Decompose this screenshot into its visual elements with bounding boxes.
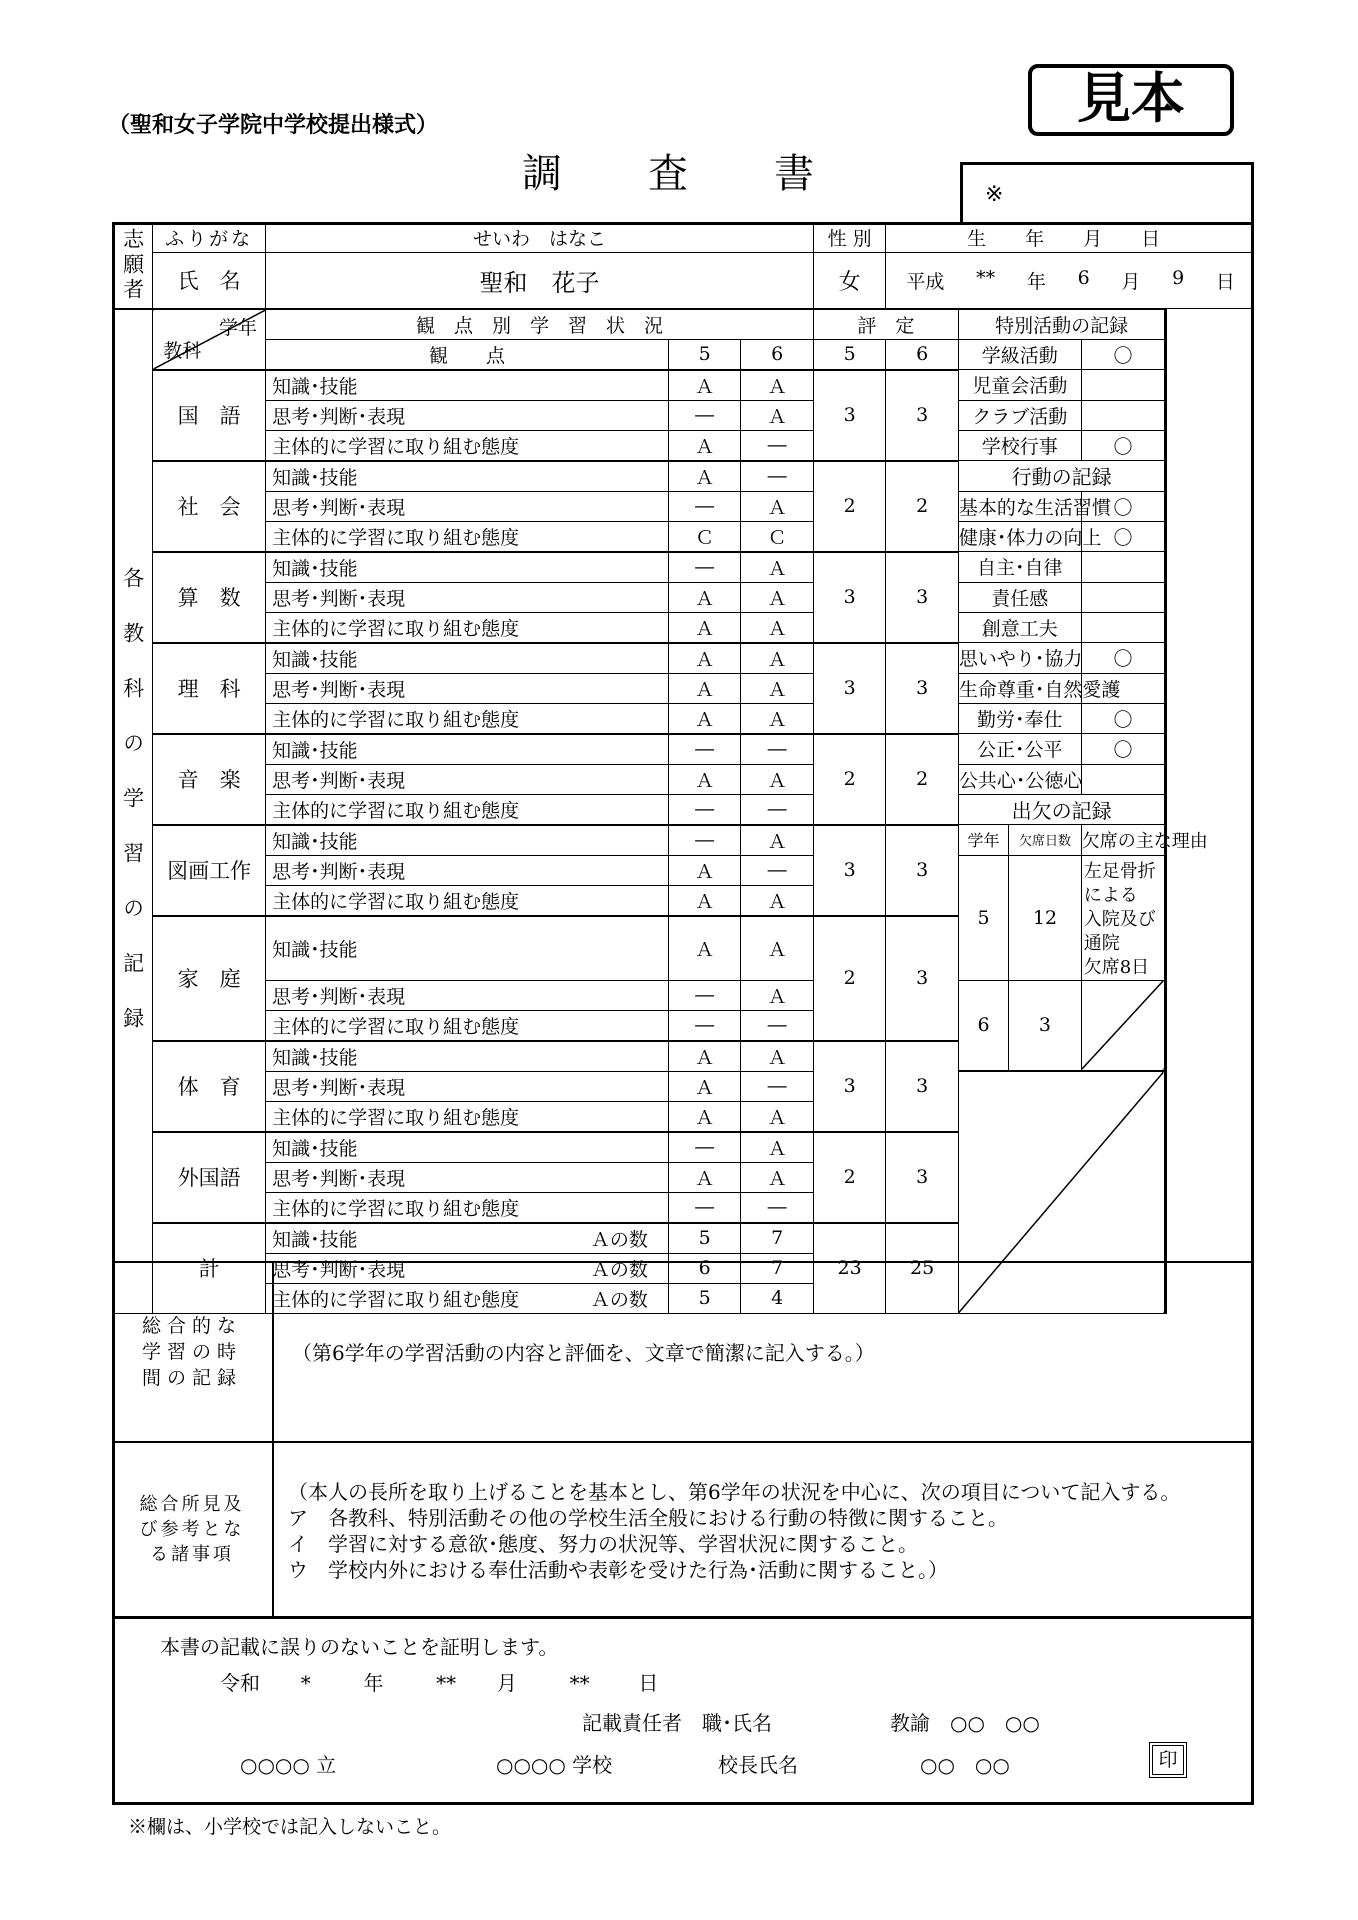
rating-year6-header: 6 [886,339,959,370]
count-label: Ａの数 [590,1258,648,1281]
attendance-reason-line: 入院及び通院 [1083,908,1156,954]
cert-statement: 本書の記載に誤りのないことを証明します。 [160,1635,559,1659]
status-year6: Ａ [741,703,814,734]
status-year5: Ａ [668,703,741,734]
viewpoint-label: 主体的に学習に取り組む態度 [266,1010,669,1041]
rating-year5: 2 [813,734,886,825]
behavior-header: 行動の記録 [958,461,1165,492]
behavior-item-label: 責任感 [958,582,1081,612]
special-item-mark: 〇 [1081,430,1166,461]
special-item-mark [1081,400,1166,430]
total-year5: 5 [668,1223,741,1254]
status-year6: Ａ [741,1132,814,1163]
behavior-item-label: 公共心･公徳心 [958,764,1081,794]
table-row [113,825,1253,856]
birth-month: 6 [1077,266,1090,289]
status-year5: Ａ [668,370,741,401]
special-item-label: 児童会活動 [958,370,1081,401]
behavior-item-label: 創意工夫 [958,612,1081,643]
attendance-reason-line: 左足骨折による [1083,860,1156,906]
gender-label: 性 別 [813,223,886,253]
special-item-mark: 〇 [1081,339,1166,370]
status-year6: Ａ [741,552,814,583]
status-year6: Ａ [741,673,814,703]
table-row [113,764,1253,794]
status-year6: Ａ [741,916,814,981]
attendance-grade: 5 [958,855,1008,980]
rating-year6: 3 [886,552,959,643]
viewpoint-label: 主体的に学習に取り組む態度 [266,521,669,552]
status-year5: ― [668,1010,741,1041]
integrated-section [112,1261,1254,1441]
total-year6: 7 [741,1223,814,1254]
status-year5: ― [668,552,741,583]
year6-header: 6 [741,339,814,370]
cert-writer-label: 記載責任者 職･氏名 [582,1711,772,1735]
rating-year5: 3 [813,552,886,643]
total-name: 計 [153,1223,266,1314]
cert-day-unit: 日 [638,1671,659,1695]
total-rating-year6: 25 [886,1223,959,1314]
birth-year-unit: 年 [1026,270,1046,293]
table-row [113,794,1253,825]
viewpoint-label: 知識･技能 [266,461,669,492]
name-value: 聖和 花子 [266,253,814,309]
table-row [113,461,1253,492]
special-item-label: 学級活動 [958,339,1081,370]
main-table [112,222,1254,1314]
year5-header: 5 [668,339,741,370]
viewpoint-label: 主体的に学習に取り組む態度 [266,794,669,825]
status-header: 観 点 別 学 習 状 況 [266,309,814,340]
rating-year6: 3 [886,1132,959,1223]
table-row [113,552,1253,583]
remarks-label: 総合所見及び参考となる諸事項 [139,1494,245,1565]
total-year5: 6 [668,1253,741,1283]
count-label: Ａの数 [590,1228,648,1251]
viewpoint-label: 主体的に学習に取り組む態度 [266,1192,669,1223]
rating-year5: 3 [813,643,886,734]
remarks-line: ア 各教科、特別活動その他の学校生活全般における行動の特徴に関すること。 [288,1506,1008,1530]
attendance-days: 3 [1009,980,1082,1071]
viewpoint-label: 知識･技能 [266,825,669,856]
footnote: ※欄は、小学校では記入しないこと。 [128,1816,452,1838]
status-year6: Ａ [741,825,814,856]
rating-year5: 3 [813,825,886,916]
subject-name: 算 数 [153,552,266,643]
status-year6: ― [741,1010,814,1041]
subject-name: 社 会 [153,461,266,552]
certification-section [112,1616,1254,1805]
cert-month: ** [436,1671,457,1695]
table-row [113,673,1253,703]
status-year6: ― [741,430,814,461]
cert-prefecture: ○○○○ 立 [240,1753,337,1777]
total-year5: 5 [668,1283,741,1313]
remarks-line: （本人の長所を取り上げることを基本とし、第6学年の状況を中心に、次の項目について記入する。 [288,1480,1181,1504]
integrated-text: （第6学年の学習活動の内容と評価を、文章で簡潔に記入する。） [292,1341,875,1365]
viewpoint-label: 主体的に学習に取り組む態度 [266,703,669,734]
mark-box: ※ [960,162,1254,222]
rating-year5-header: 5 [813,339,886,370]
behavior-item-label: 健康･体力の向上 [958,521,1081,552]
attendance-reason-empty [1081,980,1166,1071]
status-year6: Ａ [741,400,814,430]
rating-year6: 3 [886,370,959,461]
total-year6: 4 [741,1283,814,1313]
cert-principal-value: ○○ ○○ [920,1753,1010,1777]
table-row [113,1071,1253,1101]
gender-value: 女 [813,253,886,309]
attendance-col-grade: 学年 [958,825,1008,856]
status-year6: Ａ [741,582,814,612]
status-year5: Ａ [668,673,741,703]
table-row [113,582,1253,612]
status-year6: ― [741,1071,814,1101]
status-year5: ― [668,1192,741,1223]
special-item-label: 学校行事 [958,430,1081,461]
subject-name: 図画工作 [153,825,266,916]
birth-year: ** [976,266,996,289]
behavior-item-mark: 〇 [1081,703,1166,734]
status-year6: Ａ [741,980,814,1010]
table-row [113,430,1253,461]
total-viewpoint-text: 思考･判断･表現 [272,1258,406,1281]
attendance-col-days: 欠席日数 [1009,825,1082,856]
viewpoint-label: 思考･判断･表現 [266,491,669,521]
count-label: Ａの数 [590,1288,648,1311]
corner-subject: 教科 [163,340,202,362]
status-year6: Ｃ [741,521,814,552]
viewpoint-header: 観 点 [266,339,669,370]
total-viewpoint-text: 知識･技能 [272,1228,358,1251]
status-year5: ― [668,491,741,521]
status-year5: Ａ [668,1071,741,1101]
status-year5: ― [668,1132,741,1163]
viewpoint-label: 思考･判断･表現 [266,582,669,612]
viewpoint-label: 思考･判断･表現 [266,400,669,430]
behavior-item-label: 思いやり･協力 [958,643,1081,674]
attendance-header: 出欠の記録 [958,794,1165,825]
cert-school: ○○○○ 学校 [496,1753,613,1777]
status-year5: Ａ [668,764,741,794]
status-year5: Ａ [668,885,741,916]
viewpoint-label: 思考･判断･表現 [266,855,669,885]
corner-grade: 学年 [219,317,258,339]
rating-year5: 3 [813,1041,886,1132]
status-year6: ― [741,734,814,765]
rating-header: 評 定 [813,309,958,340]
table-row [113,734,1253,765]
subject-name: 外国語 [153,1132,266,1223]
total-year6: 7 [741,1253,814,1283]
attendance-reason-line: 欠席8日 [1083,956,1150,978]
cert-principal-label: 校長氏名 [718,1753,798,1777]
status-year6: ― [741,1192,814,1223]
remarks-section [112,1441,1254,1616]
behavior-item-mark: 〇 [1081,521,1166,552]
rating-year5: 2 [813,1132,886,1223]
rating-year6: 3 [886,1041,959,1132]
birth-day-unit: 日 [1215,270,1235,293]
subject-name: 家 庭 [153,916,266,1041]
remarks-line: ウ 学校内外における奉仕活動や表彰を受けた行為･活動に関すること。） [288,1558,948,1582]
status-year5: Ａ [668,612,741,643]
status-year6: Ａ [741,764,814,794]
behavior-item-label: 生命尊重･自然愛護 [958,673,1081,703]
applicant-section-label: 志願者 [113,223,153,309]
viewpoint-label: 知識･技能 [266,370,669,401]
viewpoint-label: 思考･判断･表現 [266,764,669,794]
viewpoint-label: 知識･技能 [266,1132,669,1163]
total-rating-year5: 23 [813,1223,886,1314]
table-row [113,980,1253,1010]
status-year6: Ａ [741,1101,814,1132]
integrated-label: 総合的な学習の時間の記録 [141,1315,242,1389]
sample-stamp: 見本 [1028,64,1234,136]
viewpoint-label: 知識･技能 [266,1041,669,1072]
birth-label: 生 年 月 日 [886,223,1253,253]
behavior-item-mark [1081,764,1166,794]
rating-year6: 2 [886,461,959,552]
rating-year6: 3 [886,916,959,1041]
rating-year6: 2 [886,734,959,825]
name-label: 氏 名 [153,253,266,309]
attendance-col-reason: 欠席の主な理由 [1081,825,1166,856]
viewpoint-label: 知識･技能 [266,916,669,981]
viewpoint-label: 主体的に学習に取り組む態度 [266,430,669,461]
behavior-item-label: 公正･公平 [958,734,1081,765]
behavior-item-label: 自主･自律 [958,552,1081,583]
special-header: 特別活動の記録 [958,309,1165,340]
attendance-reason [1081,855,1166,980]
status-year6: ― [741,855,814,885]
form-name: （聖和女子学院中学校提出様式） [108,113,439,138]
furigana-label: ふりがな [153,223,266,253]
grade-subject-corner [153,309,266,370]
birth-day: 9 [1172,266,1185,289]
cert-day: ** [569,1671,590,1695]
rating-year5: 2 [813,916,886,1041]
behavior-item-mark: 〇 [1081,491,1166,521]
cert-year-unit: 年 [363,1671,384,1695]
cert-month-unit: 月 [496,1671,517,1695]
table-row [113,855,1253,885]
special-item-mark [1081,370,1166,401]
status-year6: Ａ [741,1162,814,1192]
table-row [113,370,1253,401]
status-year6: Ａ [741,612,814,643]
viewpoint-label: 主体的に学習に取り組む態度 [266,612,669,643]
status-year5: Ａ [668,582,741,612]
table-row [113,339,1253,370]
status-year6: Ａ [741,1041,814,1072]
status-year5: Ｃ [668,521,741,552]
viewpoint-label: 思考･判断･表現 [266,1162,669,1192]
status-year5: Ａ [668,643,741,674]
rating-year6: 3 [886,825,959,916]
remarks-line: イ 学習に対する意欲･態度、努力の状況等、学習状況に関すること。 [288,1532,918,1556]
cert-year: * [300,1671,311,1695]
status-year5: ― [668,400,741,430]
viewpoint-label: 思考･判断･表現 [266,673,669,703]
birth-era: 平成 [906,270,945,293]
birth-date [886,253,1253,309]
grades-section-label: 各教科の学習の記録 [113,309,153,1314]
behavior-item-mark: 〇 [1081,734,1166,765]
table-row [113,491,1253,521]
rating-year5: 2 [813,461,886,552]
status-year6: Ａ [741,885,814,916]
table-row [113,643,1253,674]
table-row [113,703,1253,734]
behavior-item-mark [1081,582,1166,612]
attendance-grade: 6 [958,980,1008,1071]
behavior-item-label: 勤労･奉仕 [958,703,1081,734]
rating-year5: 3 [813,370,886,461]
subject-name: 国 語 [153,370,266,461]
subject-name: 音 楽 [153,734,266,825]
rating-year6: 3 [886,643,959,734]
table-row [113,612,1253,643]
status-year6: ― [741,794,814,825]
status-year5: Ａ [668,1041,741,1072]
behavior-item-label: 基本的な生活習慣 [958,491,1081,521]
behavior-item-mark [1081,612,1166,643]
status-year5: ― [668,980,741,1010]
page-title: 調 査 書 [522,151,816,197]
viewpoint-label: 思考･判断･表現 [266,980,669,1010]
status-year6: ― [741,461,814,492]
table-row [113,309,1253,340]
viewpoint-label: 知識･技能 [266,643,669,674]
special-item-label: クラブ活動 [958,400,1081,430]
furigana-value: せいわ はなこ [266,223,814,253]
viewpoint-label: 知識･技能 [266,734,669,765]
status-year5: Ａ [668,855,741,885]
status-year5: Ａ [668,461,741,492]
cert-era: 令和 [220,1671,260,1695]
subject-name: 理 科 [153,643,266,734]
status-year5: ― [668,734,741,765]
behavior-item-mark: 〇 [1081,643,1166,674]
table-row [113,521,1253,552]
status-year5: ― [668,825,741,856]
seal-box: 印 [1152,1745,1184,1775]
behavior-item-mark [1081,552,1166,583]
birth-month-unit: 月 [1121,270,1141,293]
cert-writer-value: 教諭 ○○ ○○ [890,1711,1040,1735]
subject-name: 体 育 [153,1041,266,1132]
attendance-days: 12 [1009,855,1082,980]
viewpoint-label: 知識･技能 [266,552,669,583]
status-year5: Ａ [668,1101,741,1132]
status-year5: ― [668,794,741,825]
viewpoint-label: 主体的に学習に取り組む態度 [266,885,669,916]
remarks-text [288,1479,1180,1583]
viewpoint-label: 思考･判断･表現 [266,1071,669,1101]
status-year6: Ａ [741,643,814,674]
status-year5: Ａ [668,430,741,461]
status-year6: Ａ [741,491,814,521]
table-row [113,223,1253,253]
status-year5: Ａ [668,916,741,981]
table-row [113,253,1253,309]
status-year6: Ａ [741,370,814,401]
total-viewpoint-text: 主体的に学習に取り組む態度 [272,1288,520,1311]
viewpoint-label: 主体的に学習に取り組む態度 [266,1101,669,1132]
table-row [113,400,1253,430]
status-year5: Ａ [668,1162,741,1192]
total-viewpoint-label [266,1223,669,1254]
cert-date [220,1667,658,1696]
